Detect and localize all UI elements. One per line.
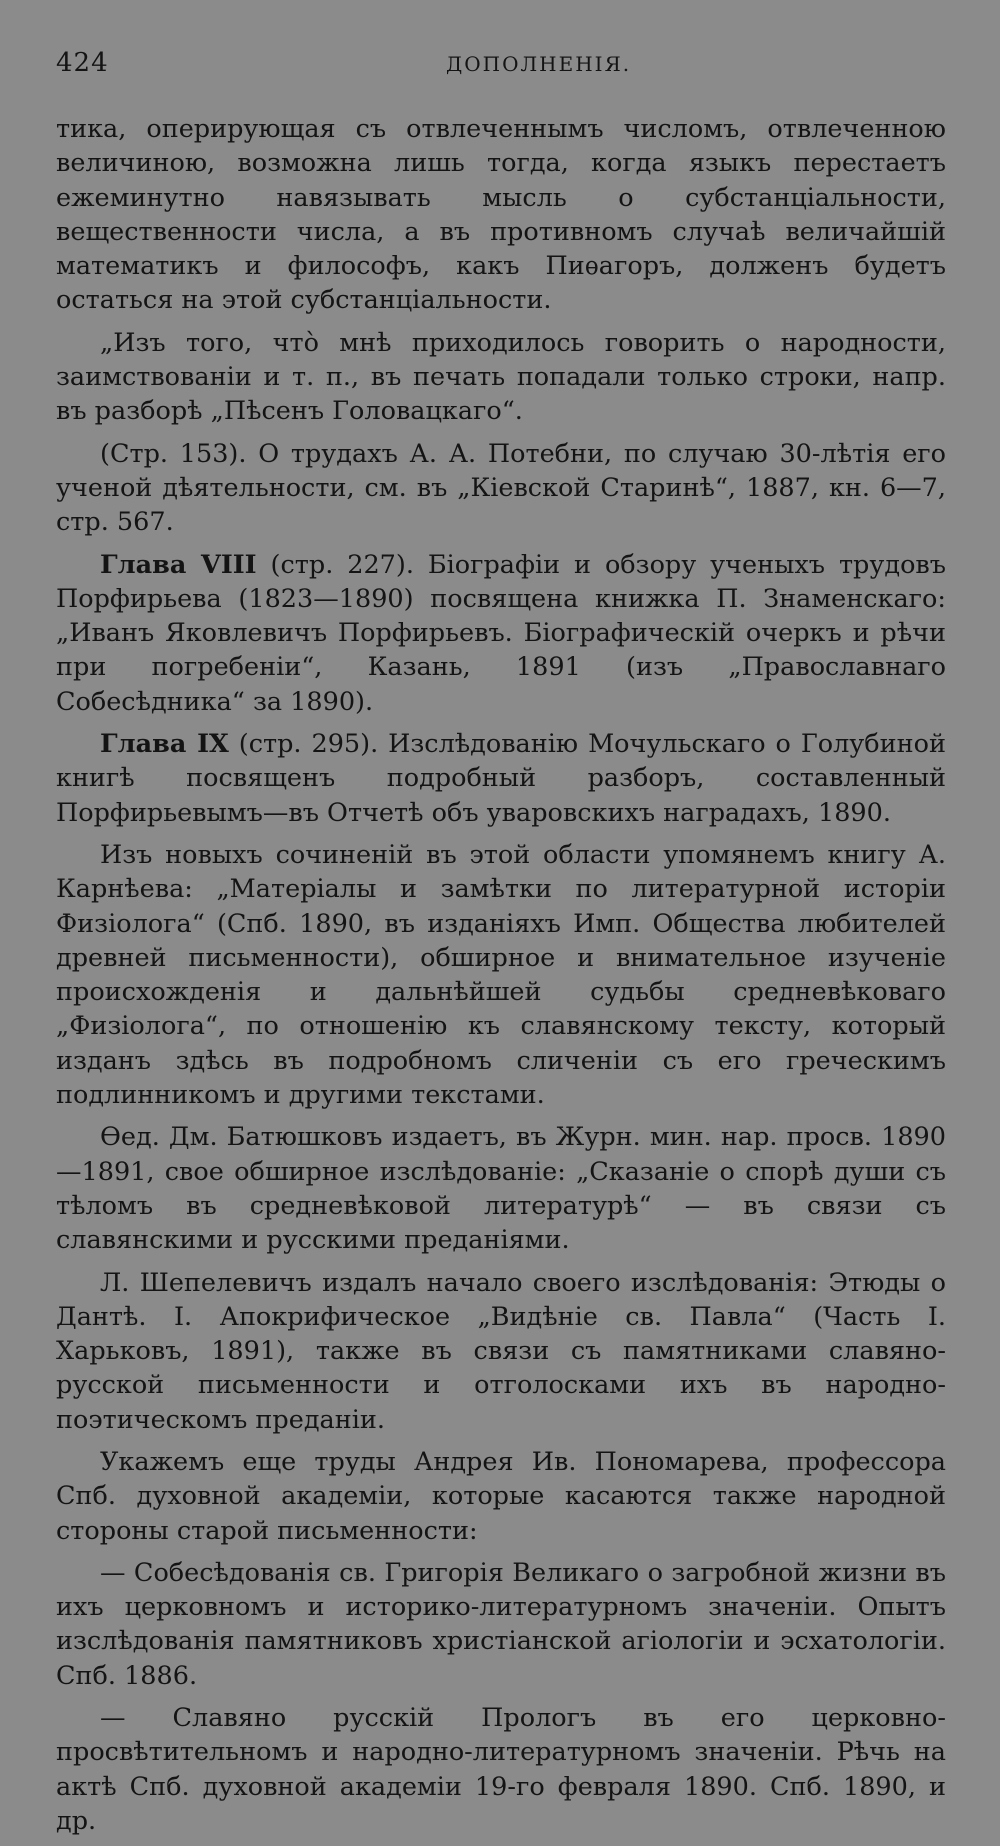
paragraph: „Изъ того, что̀ мнѣ приходилось говорить о народности, заимствованіи и т. п., въ печать попадали только строки, напр. въ разборѣ „Пѣсенъ Головацкаго“. xyxy=(56,327,946,427)
paragraph: Ѳед. Дм. Батюшковъ издаетъ, въ Журн. мин. нар. просв. 1890—1891, свое обширное изслѣдованіе: „Сказаніе о спорѣ души съ тѣломъ въ средневѣковой литературѣ“ — въ связи съ славянскими и русскими преданіями. xyxy=(56,1122,946,1256)
chapter-label: Глава VIII xyxy=(100,549,257,580)
paragraph: тика, оперирующая съ отвлеченнымъ числомъ, отвлеченною величиною, возможна лишь тогда, когда языкъ перестаетъ ежеминутно навязывать мысль о субстанціальности, вещественности числа, а въ противномъ случаѣ величайшій математикъ и философъ, какъ Пиѳагоръ, долженъ будетъ остаться на этой субстанціальности. xyxy=(56,114,946,316)
list-item: — Славяно русскій Прологъ въ его церковно-просвѣтительномъ и народно-литературномъ значеніи. Рѣчь на актѣ Спб. духовной академіи 19-го февраля 1890. Спб. 1890, и др. xyxy=(56,1703,946,1836)
paragraph: Укажемъ еще труды Андрея Ив. Пономарева, профессора Спб. духовной академіи, которые касаются также народной стороны старой письменности: xyxy=(56,1446,946,1546)
running-title: ДОПОЛНЕНІЯ. xyxy=(446,52,632,76)
paragraph: Глава IX (стр. 295). Изслѣдованію Мочульскаго о Голубиной книгѣ посвященъ подробный разборъ, составленный Порфирьевымъ—въ Отчетѣ объ уваровскихъ наградахъ, 1890. xyxy=(56,729,946,828)
chapter-label: Глава IX xyxy=(100,729,229,760)
paragraph: Глава VIII (стр. 227). Біографіи и обзору ученыхъ трудовъ Порфирьева (1823—1890) посвящена книжка П. Знаменскаго: „Иванъ Яковлевичъ Порфирьевъ. Біографическій очеркъ и рѣчи при погребеніи“, Казань, 1891 (изъ „Православнаго Собесѣдника“ за 1890). xyxy=(56,549,947,717)
paragraph: Л. Шепелевичъ издалъ начало своего изслѣдованія: Этюды о Дантѣ. I. Апокрифическое „Видѣніе св. Павла“ (Часть I. Харьковъ, 1891), также въ связи съ памятниками славяно-русской письменности и отголосками ихъ въ народно-поэтическомъ преданіи. xyxy=(56,1267,946,1435)
page-header xyxy=(56,48,960,88)
paragraph: (Стр. 153). О трудахъ А. А. Потебни, по случаю 30-лѣтія его ученой дѣятельности, см. въ „Кіевской Старинѣ“, 1887, кн. 6—7, стр. 567. xyxy=(56,438,946,538)
page-number: 424 xyxy=(56,48,109,78)
body-text xyxy=(56,112,946,1846)
paragraph: Изъ новыхъ сочиненій въ этой области упомянемъ книгу А. Карнѣева: „Матеріалы и замѣтки по литературной исторіи Физіолога“ (Спб. 1890, въ изданіяхъ Имп. Общества любителей древней письменности), обширное и внимательное изученіе происхожденія и дальнѣйшей судьбы средневѣковаго „Физіолога“, по отношенію къ славянскому тексту, который изданъ здѣсь въ подробномъ сличеніи съ его греческимъ подлинникомъ и другими текстами. xyxy=(56,839,946,1111)
list-item: — Собесѣдованія св. Григорія Великаго о загробной жизни въ ихъ церковномъ и историко-литературномъ значеніи. Опытъ изслѣдованія памятниковъ христіанской агіологіи и эсхатологіи. Спб. 1886. xyxy=(56,1557,946,1691)
